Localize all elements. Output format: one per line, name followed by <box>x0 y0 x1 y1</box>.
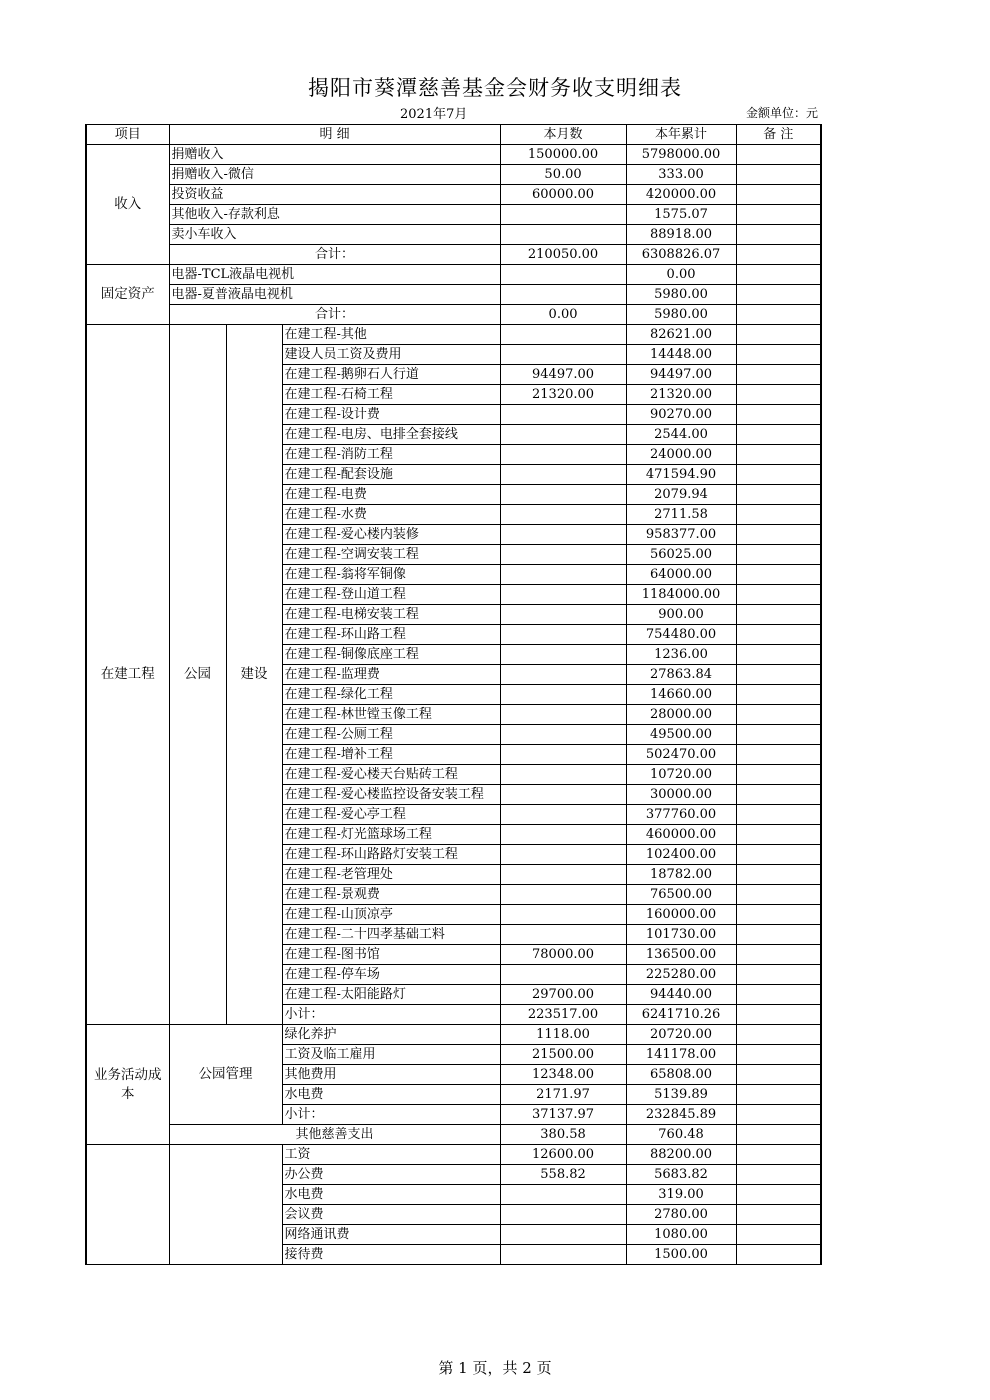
month-value: 94497.00 <box>500 365 626 385</box>
note-cell <box>736 285 821 305</box>
month-value <box>500 465 626 485</box>
month-value <box>500 725 626 745</box>
subsection-park: 公园 <box>169 325 226 1025</box>
month-value: 210050.00 <box>500 245 626 265</box>
year-value: 754480.00 <box>626 625 736 645</box>
month-value <box>500 345 626 365</box>
year-value: 5980.00 <box>626 285 736 305</box>
note-cell <box>736 745 821 765</box>
month-value: 2171.97 <box>500 1085 626 1105</box>
year-value: 232845.89 <box>626 1105 736 1125</box>
month-value: 558.82 <box>500 1165 626 1185</box>
detail-text: 在建工程-爱心楼天台贴砖工程 <box>282 765 500 785</box>
other-charity-label: 其他慈善支出 <box>169 1125 500 1145</box>
month-value: 21320.00 <box>500 385 626 405</box>
month-value <box>500 645 626 665</box>
note-cell <box>736 225 821 245</box>
detail-text: 在建工程-山顶凉亭 <box>282 905 500 925</box>
detail-text: 在建工程-电房、电排全套接线 <box>282 425 500 445</box>
note-cell <box>736 765 821 785</box>
month-value <box>500 205 626 225</box>
year-value: 20720.00 <box>626 1025 736 1045</box>
total-label: 合计： <box>169 245 500 265</box>
month-value <box>500 665 626 685</box>
year-value: 2544.00 <box>626 425 736 445</box>
detail-text: 投资收益 <box>169 185 500 205</box>
detail-text: 在建工程-绿化工程 <box>282 685 500 705</box>
note-cell <box>736 1165 821 1185</box>
section-fixed-assets: 固定资产 <box>86 265 169 325</box>
month-value: 12600.00 <box>500 1145 626 1165</box>
note-cell <box>736 965 821 985</box>
year-value: 64000.00 <box>626 565 736 585</box>
detail-text: 在建工程-鹅卵石人行道 <box>282 365 500 385</box>
note-cell <box>736 565 821 585</box>
note-cell <box>736 165 821 185</box>
year-value: 65808.00 <box>626 1065 736 1085</box>
note-cell <box>736 205 821 225</box>
note-cell <box>736 705 821 725</box>
year-value: 1500.00 <box>626 1245 736 1265</box>
year-value: 30000.00 <box>626 785 736 805</box>
detail-text: 在建工程-停车场 <box>282 965 500 985</box>
detail-text: 工资 <box>282 1145 500 1165</box>
detail-text: 在建工程-其他 <box>282 325 500 345</box>
table-row <box>86 285 821 305</box>
detail-text: 电器-TCL液晶电视机 <box>169 265 500 285</box>
year-value: 141178.00 <box>626 1045 736 1065</box>
month-value <box>500 505 626 525</box>
year-value: 1236.00 <box>626 645 736 665</box>
note-cell <box>736 805 821 825</box>
month-value <box>500 825 626 845</box>
note-cell <box>736 265 821 285</box>
detail-text: 会议费 <box>282 1205 500 1225</box>
subtotal-label: 小计： <box>282 1105 500 1125</box>
table-row <box>86 145 821 165</box>
note-cell <box>736 1005 821 1025</box>
detail-text: 在建工程-水费 <box>282 505 500 525</box>
detail-text: 在建工程-电费 <box>282 485 500 505</box>
note-cell <box>736 485 821 505</box>
header-year: 本年累计 <box>626 125 736 145</box>
note-cell <box>736 1125 821 1145</box>
month-value <box>500 625 626 645</box>
detail-text: 在建工程-爱心楼内装修 <box>282 525 500 545</box>
detail-text: 在建工程-消防工程 <box>282 445 500 465</box>
month-value <box>500 1245 626 1265</box>
month-value <box>500 265 626 285</box>
detail-text: 捐赠收入-微信 <box>169 165 500 185</box>
table-row <box>86 1145 821 1165</box>
detail-text: 在建工程-环山路工程 <box>282 625 500 645</box>
detail-text: 在建工程-景观费 <box>282 885 500 905</box>
month-value <box>500 925 626 945</box>
month-value <box>500 325 626 345</box>
year-value: 5683.82 <box>626 1165 736 1185</box>
note-cell <box>736 1205 821 1225</box>
detail-text: 在建工程-空调安装工程 <box>282 545 500 565</box>
month-value <box>500 225 626 245</box>
year-value: 28000.00 <box>626 705 736 725</box>
detail-text: 水电费 <box>282 1185 500 1205</box>
header-row <box>86 125 821 145</box>
subtotal-label: 小计： <box>282 1005 500 1025</box>
detail-text: 在建工程-石椅工程 <box>282 385 500 405</box>
note-cell <box>736 185 821 205</box>
month-value: 0.00 <box>500 305 626 325</box>
note-cell <box>736 685 821 705</box>
month-value <box>500 965 626 985</box>
month-value <box>500 425 626 445</box>
month-value <box>500 805 626 825</box>
month-value: 1118.00 <box>500 1025 626 1045</box>
detail-text: 在建工程-林世镗玉像工程 <box>282 705 500 725</box>
detail-text: 在建工程-增补工程 <box>282 745 500 765</box>
detail-text: 在建工程-设计费 <box>282 405 500 425</box>
note-cell <box>736 505 821 525</box>
year-value: 333.00 <box>626 165 736 185</box>
header-month: 本月数 <box>500 125 626 145</box>
subsection-build: 建设 <box>226 325 282 1025</box>
note-cell <box>736 785 821 805</box>
month-value <box>500 445 626 465</box>
note-cell <box>736 365 821 385</box>
table-row <box>86 1125 821 1145</box>
note-cell <box>736 625 821 645</box>
detail-text: 在建工程-爱心楼监控设备安装工程 <box>282 785 500 805</box>
section-construction: 在建工程 <box>86 325 169 1025</box>
note-cell <box>736 405 821 425</box>
year-value: 24000.00 <box>626 445 736 465</box>
year-value: 1184000.00 <box>626 585 736 605</box>
month-value <box>500 565 626 585</box>
note-cell <box>736 1045 821 1065</box>
amount-unit: 金额单位：元 <box>745 106 818 120</box>
finance-table <box>85 124 822 1265</box>
year-value: 88918.00 <box>626 225 736 245</box>
month-value <box>500 765 626 785</box>
note-cell <box>736 925 821 945</box>
month-value <box>500 705 626 725</box>
section-income: 收入 <box>86 145 169 265</box>
detail-text: 电器-夏普液晶电视机 <box>169 285 500 305</box>
month-value: 150000.00 <box>500 145 626 165</box>
detail-text: 绿化养护 <box>282 1025 500 1045</box>
year-value: 2711.58 <box>626 505 736 525</box>
year-value: 88200.00 <box>626 1145 736 1165</box>
year-value: 27863.84 <box>626 665 736 685</box>
detail-text: 在建工程-太阳能路灯 <box>282 985 500 1005</box>
month-value <box>500 905 626 925</box>
detail-text: 办公费 <box>282 1165 500 1185</box>
note-cell <box>736 245 821 265</box>
report-date: 2021年7月 <box>400 107 468 122</box>
month-value <box>500 885 626 905</box>
month-value <box>500 865 626 885</box>
month-value: 50.00 <box>500 165 626 185</box>
note-cell <box>736 985 821 1005</box>
detail-text: 其他费用 <box>282 1065 500 1085</box>
month-value <box>500 745 626 765</box>
note-cell <box>736 1065 821 1085</box>
year-value: 5139.89 <box>626 1085 736 1105</box>
note-cell <box>736 385 821 405</box>
year-value: 101730.00 <box>626 925 736 945</box>
detail-text: 工资及临工雇用 <box>282 1045 500 1065</box>
header-detail: 明 细 <box>169 125 500 145</box>
table-row <box>86 305 821 325</box>
page-title: 揭阳市葵潭慈善基金会财务收支明细表 <box>308 76 682 100</box>
month-value <box>500 845 626 865</box>
detail-text: 在建工程-爱心亭工程 <box>282 805 500 825</box>
month-value <box>500 1225 626 1245</box>
month-value: 60000.00 <box>500 185 626 205</box>
note-cell <box>736 825 821 845</box>
year-value: 18782.00 <box>626 865 736 885</box>
detail-text: 在建工程-环山路路灯安装工程 <box>282 845 500 865</box>
year-value: 225280.00 <box>626 965 736 985</box>
year-value: 0.00 <box>626 265 736 285</box>
month-value <box>500 1205 626 1225</box>
detail-text: 在建工程-老管理处 <box>282 865 500 885</box>
year-value: 1575.07 <box>626 205 736 225</box>
detail-text: 在建工程-二十四孝基础工料 <box>282 925 500 945</box>
year-value: 6308826.07 <box>626 245 736 265</box>
note-cell <box>736 645 821 665</box>
year-value: 14660.00 <box>626 685 736 705</box>
year-value: 136500.00 <box>626 945 736 965</box>
detail-text: 水电费 <box>282 1085 500 1105</box>
table-row <box>86 265 821 285</box>
year-value: 2780.00 <box>626 1205 736 1225</box>
year-value: 94497.00 <box>626 365 736 385</box>
month-value <box>500 585 626 605</box>
year-value: 94440.00 <box>626 985 736 1005</box>
detail-text: 捐赠收入 <box>169 145 500 165</box>
detail-text: 在建工程-公厕工程 <box>282 725 500 745</box>
note-cell <box>736 905 821 925</box>
detail-text: 在建工程-配套设施 <box>282 465 500 485</box>
table-row <box>86 225 821 245</box>
detail-text: 其他收入-存款利息 <box>169 205 500 225</box>
table-row <box>86 165 821 185</box>
page-footer: 第 1 页，共 2 页 <box>438 1359 552 1377</box>
year-value: 10720.00 <box>626 765 736 785</box>
year-value: 5980.00 <box>626 305 736 325</box>
note-cell <box>736 1225 821 1245</box>
month-value <box>500 685 626 705</box>
month-value: 37137.97 <box>500 1105 626 1125</box>
year-value: 460000.00 <box>626 825 736 845</box>
month-value: 223517.00 <box>500 1005 626 1025</box>
year-value: 958377.00 <box>626 525 736 545</box>
subsection-park-management: 公园管理 <box>169 1025 282 1125</box>
note-cell <box>736 865 821 885</box>
note-cell <box>736 445 821 465</box>
note-cell <box>736 465 821 485</box>
year-value: 420000.00 <box>626 185 736 205</box>
note-cell <box>736 585 821 605</box>
detail-text: 卖小车收入 <box>169 225 500 245</box>
year-value: 319.00 <box>626 1185 736 1205</box>
note-cell <box>736 1105 821 1125</box>
table-row <box>86 185 821 205</box>
detail-text: 在建工程-铜像底座工程 <box>282 645 500 665</box>
header-item: 项目 <box>86 125 169 145</box>
note-cell <box>736 345 821 365</box>
month-value: 78000.00 <box>500 945 626 965</box>
year-value: 377760.00 <box>626 805 736 825</box>
header-note: 备 注 <box>736 125 821 145</box>
year-value: 102400.00 <box>626 845 736 865</box>
note-cell <box>736 525 821 545</box>
year-value: 14448.00 <box>626 345 736 365</box>
detail-text: 在建工程-登山道工程 <box>282 585 500 605</box>
year-value: 21320.00 <box>626 385 736 405</box>
note-cell <box>736 305 821 325</box>
year-value: 760.48 <box>626 1125 736 1145</box>
month-value: 21500.00 <box>500 1045 626 1065</box>
subsection-admin <box>169 1145 282 1265</box>
month-value <box>500 605 626 625</box>
year-value: 6241710.26 <box>626 1005 736 1025</box>
month-value <box>500 1185 626 1205</box>
note-cell <box>736 145 821 165</box>
note-cell <box>736 605 821 625</box>
note-cell <box>736 545 821 565</box>
detail-text: 在建工程-电梯安装工程 <box>282 605 500 625</box>
note-cell <box>736 1085 821 1105</box>
detail-text: 接待费 <box>282 1245 500 1265</box>
note-cell <box>736 425 821 445</box>
table-row <box>86 245 821 265</box>
note-cell <box>736 325 821 345</box>
note-cell <box>736 1025 821 1045</box>
month-value: 29700.00 <box>500 985 626 1005</box>
table-row <box>86 1025 821 1045</box>
detail-text: 在建工程-监理费 <box>282 665 500 685</box>
note-cell <box>736 885 821 905</box>
detail-text: 在建工程-翁将军铜像 <box>282 565 500 585</box>
total-label: 合计： <box>169 305 500 325</box>
month-value <box>500 285 626 305</box>
year-value: 900.00 <box>626 605 736 625</box>
year-value: 502470.00 <box>626 745 736 765</box>
year-value: 90270.00 <box>626 405 736 425</box>
detail-text: 建设人员工资及费用 <box>282 345 500 365</box>
month-value <box>500 785 626 805</box>
detail-text: 在建工程-图书馆 <box>282 945 500 965</box>
detail-text: 在建工程-灯光篮球场工程 <box>282 825 500 845</box>
year-value: 2079.94 <box>626 485 736 505</box>
month-value <box>500 405 626 425</box>
note-cell <box>736 945 821 965</box>
month-value <box>500 485 626 505</box>
note-cell <box>736 1185 821 1205</box>
note-cell <box>736 1245 821 1265</box>
year-value: 82621.00 <box>626 325 736 345</box>
note-cell <box>736 725 821 745</box>
table-row <box>86 325 821 345</box>
year-value: 1080.00 <box>626 1225 736 1245</box>
table-row <box>86 205 821 225</box>
year-value: 76500.00 <box>626 885 736 905</box>
section-business-cost: 业务活动成本 <box>86 1025 169 1145</box>
note-cell <box>736 845 821 865</box>
note-cell <box>736 1145 821 1165</box>
note-cell <box>736 665 821 685</box>
section-admin <box>86 1145 169 1265</box>
month-value: 380.58 <box>500 1125 626 1145</box>
month-value <box>500 525 626 545</box>
year-value: 160000.00 <box>626 905 736 925</box>
year-value: 49500.00 <box>626 725 736 745</box>
year-value: 5798000.00 <box>626 145 736 165</box>
year-value: 471594.90 <box>626 465 736 485</box>
month-value: 12348.00 <box>500 1065 626 1085</box>
month-value <box>500 545 626 565</box>
detail-text: 网络通讯费 <box>282 1225 500 1245</box>
year-value: 56025.00 <box>626 545 736 565</box>
